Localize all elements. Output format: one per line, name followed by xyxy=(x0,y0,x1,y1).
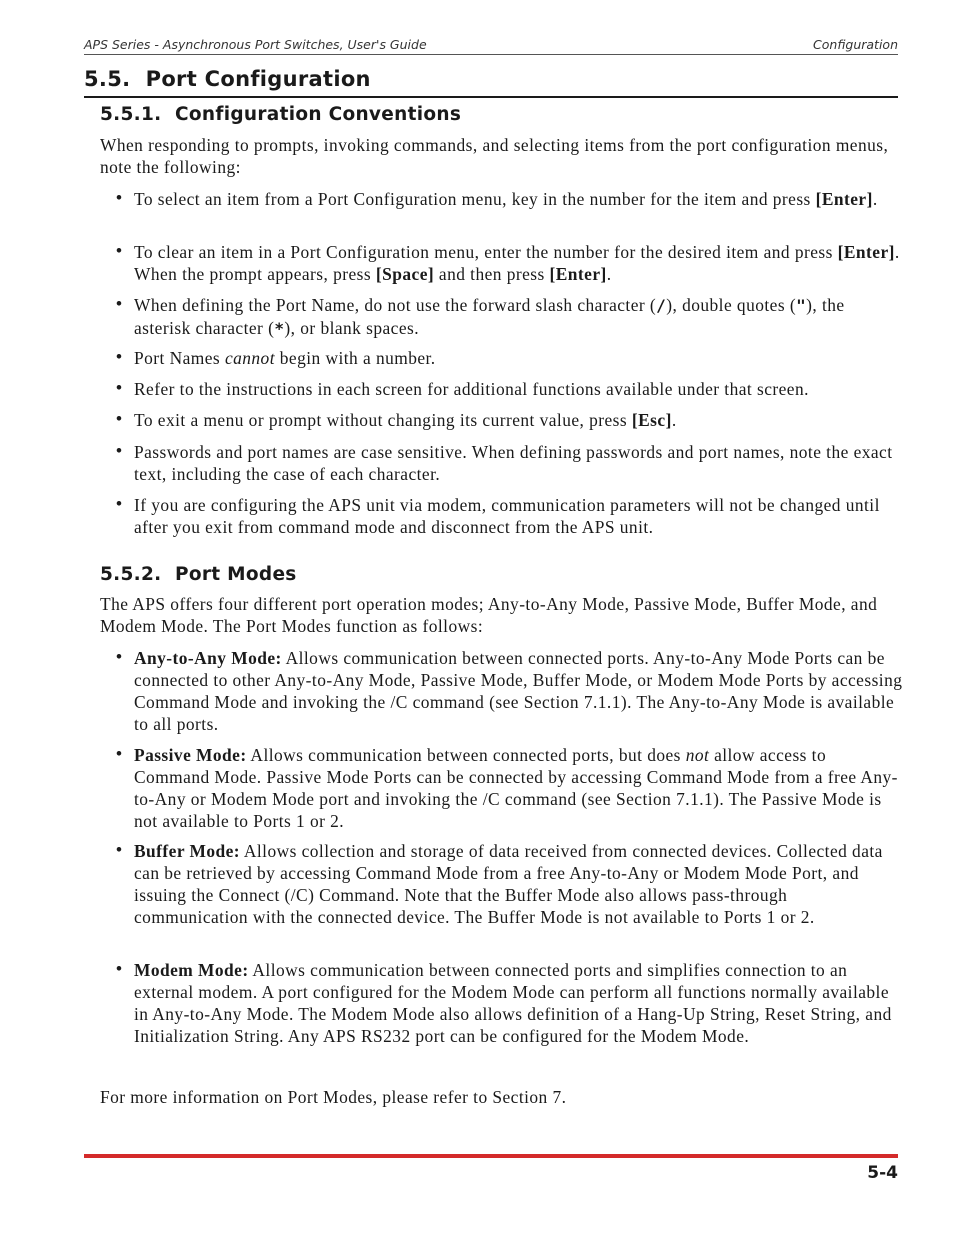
list-item xyxy=(116,959,904,1047)
footer-rule xyxy=(84,1154,898,1158)
bullet-icon: • xyxy=(116,494,123,513)
list-item xyxy=(116,409,904,431)
list-item xyxy=(116,494,904,538)
item-text: To select an item from a Port Configuration menu, key in the number for the item and press xyxy=(134,189,816,209)
item-text: When defining the Port Name, do not use the forward slash character ( xyxy=(134,295,657,315)
item-text: If you are configuring the APS unit via modem, communication parameters will not be changed until after you exit from command mode and disconnect from the APS unit. xyxy=(134,495,880,537)
list-item xyxy=(116,188,904,210)
key-label: [Enter] xyxy=(549,264,607,284)
item-text: . When the prompt appears, press xyxy=(134,242,900,284)
section-title: Port Configuration xyxy=(145,67,371,91)
running-header xyxy=(84,36,898,55)
bullet-icon: • xyxy=(116,840,123,859)
subsection-heading-conventions xyxy=(100,104,461,125)
item-text: . xyxy=(872,189,878,209)
bullet-icon: • xyxy=(116,294,123,313)
running-header-title: APS Series - Asynchronous Port Switches, User's Guide xyxy=(84,37,427,52)
list-item xyxy=(116,241,904,285)
asterisk-symbol: * xyxy=(274,319,285,338)
item-text: . xyxy=(671,410,677,430)
item-text: ), the asterisk character ( xyxy=(134,295,845,338)
subsection-title: Port Modes xyxy=(175,564,297,585)
item-text: allow access to Command Mode. Passive Mode Ports can be connected by accessing Command Mode from a free Any-to-Any or Modem Mode port and invoking the /C command (see Section 7.1.1). The Passive Mode is not available to Ports 1 or 2. xyxy=(134,745,898,831)
list-item xyxy=(116,378,904,400)
key-label: [Esc] xyxy=(631,410,672,430)
page-number: 5-4 xyxy=(867,1163,898,1183)
bullet-icon: • xyxy=(116,409,123,428)
mode-term: Passive Mode: xyxy=(134,745,247,765)
mode-term: Any-to-Any Mode: xyxy=(134,648,282,668)
bullet-icon: • xyxy=(116,959,123,978)
section-heading-text xyxy=(84,67,371,91)
key-label: [Enter] xyxy=(837,242,895,262)
subsection-number: 5.5.1. xyxy=(100,104,162,125)
item-text: Refer to the instructions in each screen for additional functions available under that screen. xyxy=(134,379,809,399)
key-label: [Space] xyxy=(375,264,435,284)
item-text: ), double quotes ( xyxy=(666,295,797,315)
bullet-icon: • xyxy=(116,441,123,460)
section-heading xyxy=(84,66,898,98)
item-text: Passwords and port names are case sensitive. When defining passwords and port names, note the exact text, including the case of each character. xyxy=(134,442,893,484)
item-text: Allows communication between connected ports. Any-to-Any Mode Ports can be connected to other Any-to-Any Mode, Passive Mode, Buffer Mode, or Modem Mode Ports by accessing Command Mode and invoking the /C command (see Section 7.1.1). The Any-to-Any Mode is available to all ports. xyxy=(134,648,903,734)
running-header-chapter: Configuration xyxy=(813,37,898,52)
mode-term: Modem Mode: xyxy=(134,960,249,980)
list-item xyxy=(116,647,904,735)
subsection-title: Configuration Conventions xyxy=(175,104,462,125)
list-item xyxy=(116,441,904,485)
item-text: . xyxy=(606,264,612,284)
closing-paragraph: For more information on Port Modes, please refer to Section 7. xyxy=(100,1087,567,1107)
intro-paragraph-port-modes: The APS offers four different port operation modes; Any-to-Any Mode, Passive Mode, Buffer Mode, and Modem Mode. The Port Modes function as follows: xyxy=(100,594,878,636)
item-text: Port Names xyxy=(134,348,225,368)
item-text: Allows communication between connected ports, but does xyxy=(246,745,686,765)
mode-term: Buffer Mode: xyxy=(134,841,241,861)
bullet-icon: • xyxy=(116,188,123,207)
section-number: 5.5. xyxy=(84,67,131,91)
key-label: [Enter] xyxy=(815,189,873,209)
emphasis-text: not xyxy=(685,745,710,765)
double-quote-symbol: " xyxy=(796,296,807,315)
list-item xyxy=(116,840,904,928)
bullet-icon: • xyxy=(116,378,123,397)
item-text: Allows communication between connected ports and simplifies connection to an external modem. A port configured for the Modem Mode can perform all functions normally available in Any-to-Any Mode. The Modem Mode also allows definition of a Hang-Up String, Reset String, and Initialization String. Any APS RS232 port can be configured for the Modem Mode. xyxy=(134,960,892,1046)
item-text: ), or blank spaces. xyxy=(284,318,420,338)
emphasis-text: cannot xyxy=(224,348,275,368)
subsection-number: 5.5.2. xyxy=(100,564,162,585)
item-text: Allows collection and storage of data received from connected devices. Collected data can be retrieved by accessing Command Mode from a free Any-to-Any or Modem Mode Port, and issuing the Connect (/C) Command. Note that the Buffer Mode also allows pass-through communication with the connected device. The Buffer Mode is not available to Ports 1 or 2. xyxy=(134,841,883,927)
subsection-heading-port-modes xyxy=(100,564,297,585)
list-item xyxy=(116,347,904,369)
bullet-icon: • xyxy=(116,347,123,366)
bullet-icon: • xyxy=(116,744,123,763)
list-item xyxy=(116,744,904,832)
bullet-icon: • xyxy=(116,241,123,260)
item-text: begin with a number. xyxy=(274,348,436,368)
item-text: To clear an item in a Port Configuration menu, enter the number for the desired item and press xyxy=(134,242,838,262)
intro-paragraph-conventions: When responding to prompts, invoking commands, and selecting items from the port configuration menus, note the following: xyxy=(100,135,889,177)
list-item xyxy=(116,294,904,340)
item-text: To exit a menu or prompt without changing its current value, press xyxy=(134,410,632,430)
forward-slash-symbol: / xyxy=(656,296,667,315)
bullet-icon: • xyxy=(116,647,123,666)
item-text: and then press xyxy=(434,264,550,284)
